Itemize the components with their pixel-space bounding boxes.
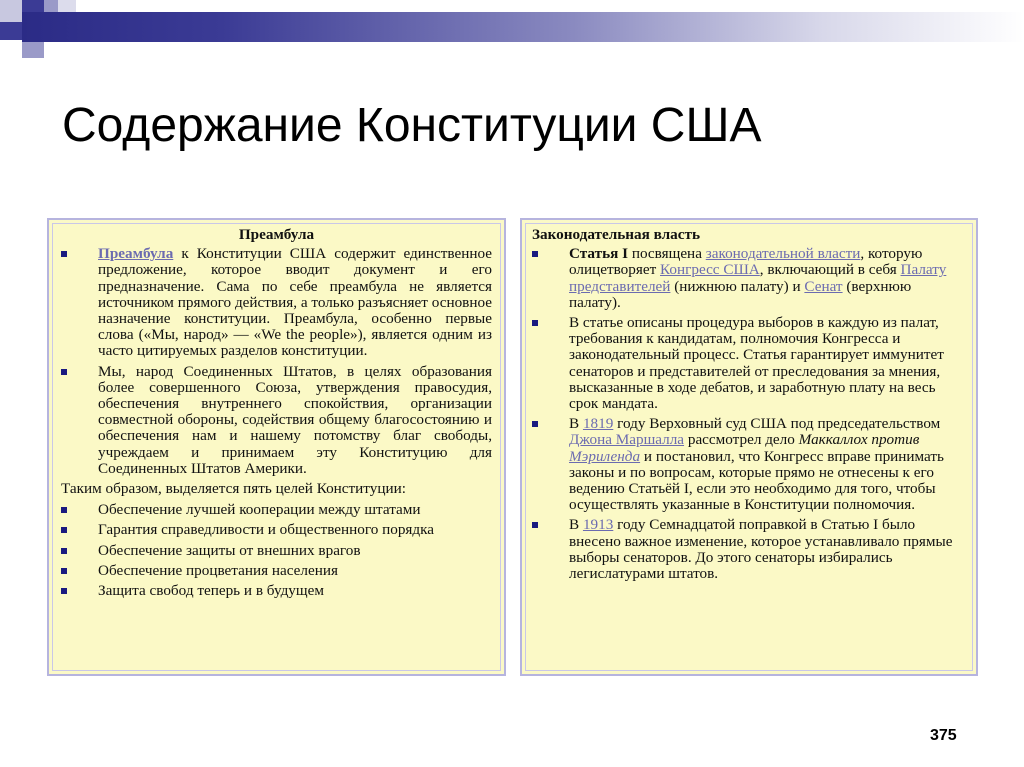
bullet-icon [61, 548, 67, 554]
preamble-text: к Конституции США содержит единственное предложение, которое вводит документ и его предназначение. Сама по себе преамбула не является источником прямого действия, а только разъясняет основное назначение конституции. Преамбула, особенно первые слова («Мы, народ» — «We the people»), является одним из часто цитируемых разделов конституции. [98, 245, 492, 360]
decor-square [0, 0, 22, 22]
legislative-panel [520, 218, 978, 676]
bullet-icon [61, 507, 67, 513]
page-number: 375 [930, 727, 957, 744]
goal-item: Гарантия справедливости и общественного порядка [61, 522, 492, 538]
preamble-link[interactable]: Преамбула [98, 245, 174, 263]
bullet-icon [61, 369, 67, 375]
bullet-icon [532, 320, 538, 326]
panel-heading: Законодательная власть [532, 226, 701, 243]
decor-square [44, 0, 58, 12]
preamble-panel [47, 218, 506, 676]
goal-item: Защита свобод теперь и в будущем [61, 583, 492, 599]
bullet-icon [61, 568, 67, 574]
goal-item: Обеспечение лучшей кооперации между штатами [61, 502, 492, 518]
year-1913-link[interactable]: 1913 [582, 516, 614, 534]
year-1819-link[interactable]: 1819 [582, 415, 614, 433]
slide-title: Содержание Конституции США [62, 99, 762, 152]
decor-square [22, 0, 44, 12]
goal-item: Обеспечение процветания населения [61, 563, 492, 579]
maryland-link[interactable]: Мэриленда [569, 447, 641, 465]
bullet-icon [61, 251, 67, 257]
decor-square [22, 40, 44, 58]
list-item: В 1913 году Семнадцатой поправкой в Статью I было внесено важное изменение, которое устанавливало прямые выборы сенаторов. До этого сенаторы избирались легислатурами штатов. [532, 517, 966, 582]
goals-list [61, 502, 492, 599]
goals-intro: Таким образом, выделяется пять целей Конституции: [61, 480, 406, 498]
senate-link[interactable]: Сенат [804, 277, 843, 295]
bullet-icon [61, 588, 67, 594]
bullet-icon [532, 522, 538, 528]
list-item: В 1819 году Верховный суд США под председательством Джона Маршалла рассмотрел дело Маккаллох против Мэриленда и постановил, что Конгресс вправе принимать законы и по вопросам, которые прямо не отнесены к его ведению Статьёй I, если это необходимо для того, чтобы осуществлять указанные в Конституции полномочия. [532, 416, 966, 513]
goal-item: Обеспечение защиты от внешних врагов [61, 543, 492, 559]
list-item [61, 246, 492, 359]
article-label: Статья I [569, 245, 629, 263]
list-item: Статья I посвящена законодательной власти, которую олицетворяет Конгресс США, включающий в себя Палату представителей (нижнюю палату) и Сенат (верхнюю палату). [532, 246, 966, 311]
legislative-power-link[interactable]: законодательной власти [705, 245, 861, 263]
bullet-icon [532, 251, 538, 257]
list-item: В статье описаны процедура выборов в каждую из палат, требования к кандидатам, полномочия Конгресса и законодательный процесс. Статья гарантирует иммунитет сенаторов и представителей от преследования за мнения, высказанные в ходе дебатов, и заработную плату на весь срок мандата. [532, 315, 966, 412]
bullet-icon [532, 421, 538, 427]
preamble-quote: Мы, народ Соединенных Штатов, в целях образования более совершенного Союза, утверждения правосудия, обеспечения внутреннего спокойствия, организации совместной обороны, содействия общему благосостоянию и обеспечения нам и нашему потомству благ свободы, учреждаем и принимаем эту Конституцию для Соединенных Штатов Америки. [98, 362, 492, 477]
decor-square [0, 22, 22, 40]
congress-link[interactable]: Конгресс США [660, 261, 760, 279]
list-item [61, 364, 492, 477]
header-gradient-bar [22, 12, 1024, 42]
john-marshall-link[interactable]: Джона Маршалла [569, 431, 685, 449]
house-link[interactable]: Палату представителей [569, 261, 947, 295]
panel-heading: Преамбула [238, 226, 315, 243]
bullet-icon [61, 527, 67, 533]
